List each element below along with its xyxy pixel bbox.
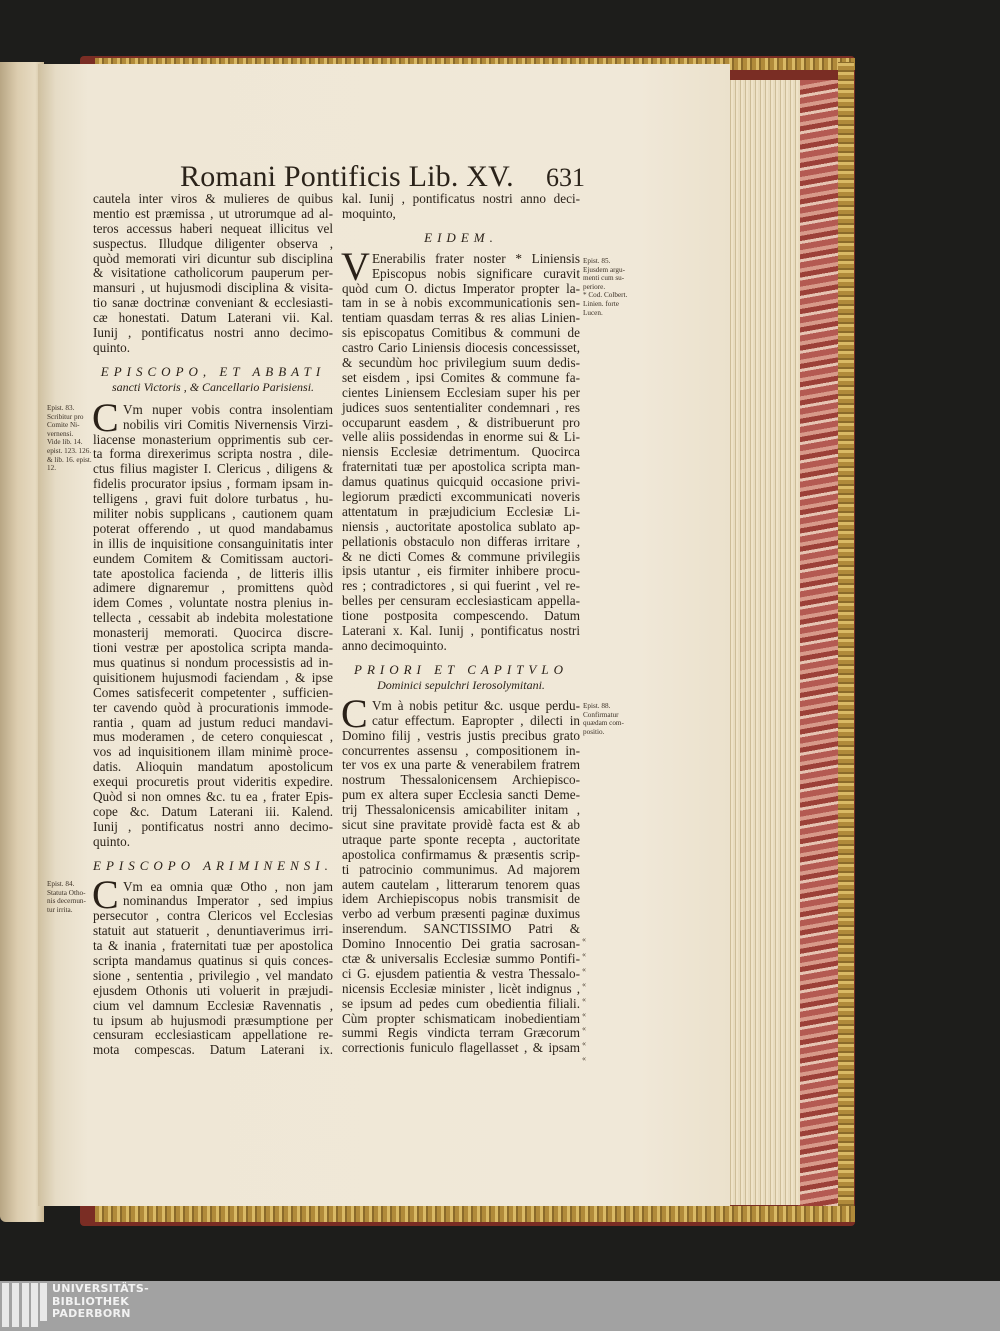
- text-line: «: [582, 1039, 586, 1049]
- text-line: Domino filij , vestris justis precibus grato: [342, 727, 580, 743]
- text-line: ctus filius magister I. Clericus , diligens &: [93, 461, 333, 477]
- library-footer: [0, 1281, 1000, 1331]
- paragraph: [342, 192, 580, 222]
- text-line: nis decernun-: [47, 897, 86, 906]
- text-line: sis episcopatus Comitibus & communi de: [342, 325, 580, 341]
- text-line: occuparunt easdem , & distribuerunt pro: [342, 414, 580, 430]
- text-line: telligens , gravi fuit dolore turbatus , hu-: [93, 491, 333, 507]
- text-line: utraque parte sponte recepta , auctoritate: [342, 831, 580, 847]
- text-line: datis. Alioquin mandatum apostolicum: [93, 759, 333, 775]
- text-line: mus quatinus si nondum processistis ad in-: [93, 654, 333, 670]
- logo-bar: [12, 1283, 19, 1327]
- margin-note-epist-83: [47, 404, 92, 473]
- drop-cap: C: [341, 690, 368, 736]
- text-line: Vm ea omnia quæ Otho , non jam: [123, 878, 333, 894]
- text-line: nostrum Thessalonicensem Archiepisco-: [342, 772, 580, 788]
- text-line: Ejusdem argu-: [583, 265, 625, 274]
- section-heading: EPISCOPO, ET ABBATI: [100, 363, 326, 379]
- text-line: Comes satisfecerit competenter , sufficien-: [93, 684, 333, 700]
- text-line: mansuri , ut hujusmodi disciplina & visita-: [93, 280, 333, 296]
- text-line: vernensi.: [47, 429, 74, 438]
- paragraph: [341, 243, 580, 654]
- text-line: quinto.: [93, 833, 130, 849]
- paragraph: [92, 871, 333, 1059]
- text-line: niensis , auctoritate apostolica sublato ap-: [342, 518, 580, 534]
- text-line: tur irrita.: [47, 905, 73, 914]
- text-line: tentiam quasdam terras & res alias Linien-: [342, 310, 580, 326]
- logo-bar: [22, 1283, 29, 1327]
- text-line: Lucen.: [583, 308, 603, 317]
- margin-note-epist-88: [583, 702, 624, 736]
- section-subheading: sancti Victoris , & Cancellario Parisiensi.: [111, 379, 315, 394]
- text-line: castro Cario Liniensis diocesis concessisset,: [342, 340, 580, 356]
- text-line: ta & inania , fraternitati tuæ per apostolica: [93, 938, 333, 954]
- text-line: catur effectum. Eapropter , dilecti in: [372, 712, 580, 728]
- text-line: monasterij memorati. Quocirca discre-: [93, 625, 333, 641]
- text-line: quædam com-: [583, 719, 624, 728]
- text-line: «: [582, 964, 586, 974]
- text-line: belles per censuram ecclesiasticam appella-: [342, 593, 580, 609]
- paragraph: [93, 192, 333, 356]
- text-line: Episcopus nobis significare curavit: [372, 265, 580, 281]
- text-line: & visitatione catholicorum pauperum per-: [93, 265, 333, 281]
- text-line: nicensis Ecclesiæ minister , licèt indignus ,: [342, 980, 580, 996]
- text-line: «: [582, 949, 586, 959]
- text-line: rantia , quam ad justum reduci mandavi-: [93, 714, 333, 730]
- paragraph-block: [341, 243, 580, 654]
- text-line: set eisdem , ipsi Comites & commune fa-: [342, 369, 580, 385]
- text-line: «: [582, 1024, 586, 1034]
- text-line: «: [582, 1009, 586, 1019]
- text-line: kal. Iunij , pontificatus nostri anno deci-: [342, 191, 580, 206]
- paragraph-block: [92, 871, 333, 1059]
- margin-note-epist-84: [47, 880, 86, 914]
- text-line: «: [582, 994, 586, 1004]
- text-line: ci G. ejusdem patientia & vestra Thessalo-: [342, 965, 580, 981]
- text-line: «: [582, 935, 586, 944]
- page-block-edges: [728, 80, 800, 1205]
- left-column: [93, 192, 333, 1058]
- text-line: persecutor , contra Clericos vel Ecclesias: [93, 908, 333, 924]
- text-line: ctæ & universalis Ecclesiæ summo Pontifi-: [342, 950, 580, 966]
- logo-bar: [2, 1283, 9, 1327]
- text-line: tellecta , cessabit ab indebita molestatione: [93, 610, 333, 626]
- text-line: Vm nuper vobis contra insolentiam: [123, 401, 333, 417]
- text-line: cientes Liniensem Ecclesiam super his per: [342, 384, 580, 400]
- marbled-endpaper: [798, 80, 838, 1210]
- logo-bar: [40, 1283, 47, 1321]
- text-line: Confirmatur: [583, 710, 619, 719]
- text-line: menti cum su-: [583, 274, 625, 283]
- paragraph-block: [92, 394, 333, 850]
- text-line: moquinto,: [342, 205, 396, 221]
- text-line: legiorum prædicti excommunicati noveris: [342, 489, 580, 505]
- text-line: Cùm propter schismaticam inobedientiam: [342, 1010, 580, 1026]
- text-line: Vm à nobis petitur &c. usque perdu-: [372, 697, 580, 713]
- text-line: Linien. forte: [583, 299, 619, 308]
- text-line: ter vos ex una parte & venerabilem fratrem: [342, 757, 580, 773]
- library-logo: [52, 1283, 149, 1321]
- text-line: tioni vestræ per apostolica scripta manda-: [93, 640, 333, 656]
- text-line: suspectus. Illudque diligenter observa ,: [93, 235, 333, 251]
- text-line: scripta mandamus quatinus si quis conces-: [93, 952, 333, 968]
- section-heading: EPISCOPO ARIMINENSI.: [93, 857, 333, 873]
- text-line: Statuta Otho-: [47, 888, 86, 897]
- text-line: res ; contradictores , si qui fuerint , vel re-: [342, 578, 580, 594]
- text-line: Scribitur pro: [47, 412, 84, 421]
- text-line: 12.: [47, 464, 56, 473]
- text-line: & secundùm hoc privilegium suum dedis-: [342, 355, 580, 371]
- text-line: fidelis procurator ipsius , formam ipsam in-: [93, 476, 333, 492]
- text-line: pum ex altera super Ecclesia sancti Deme-: [342, 787, 580, 803]
- text-line: cium vel damnum Ecclesiæ Ravennatis ,: [93, 997, 333, 1013]
- section-heading: PRIORI ET CAPITVLO: [354, 661, 568, 677]
- drop-cap: C: [92, 394, 119, 440]
- text-line: Iunij , pontificatus nostri anno decimo-: [93, 818, 333, 834]
- text-line: verbo ad verbum præsenti paginæ duximus: [342, 906, 580, 922]
- text-line: ejusdem Othonis uti voluerit in præjudi-: [93, 982, 333, 998]
- text-line: tate apostolica facienda , de litteris illis: [93, 565, 333, 581]
- text-line: idem Archiepiscopus nobis transmisit de: [342, 891, 580, 907]
- text-line: judices suos sententialiter condemnari , res: [342, 399, 580, 415]
- text-line: PADERBORN: [52, 1307, 131, 1320]
- paragraph-block: [341, 690, 580, 1056]
- right-column: [342, 192, 580, 1056]
- text-line: mentio est præmissa , ut utrorumque ad al-: [93, 205, 333, 221]
- text-line: Enerabilis frater noster * Liniensis: [372, 250, 580, 266]
- section-heading: EIDEM.: [424, 229, 498, 245]
- drop-cap: V: [341, 243, 370, 289]
- text-line: correctionis funiculo flagellasset , & ipsam: [342, 1040, 580, 1056]
- section-subheading: Dominici sepulchri Ierosolymitani.: [377, 677, 545, 692]
- text-line: damus quatinus quicquid occasione privi-: [342, 474, 580, 490]
- text-line: * Cod. Colbert.: [583, 291, 628, 300]
- paragraph: [92, 394, 333, 850]
- text-line: Domino Innocentio Dei gratia sacrosan-: [342, 936, 580, 952]
- text-line: poterat offerendo , ut quod mandabamus: [93, 520, 333, 536]
- text-line: Epist. 88.: [583, 702, 611, 710]
- text-line: sione , sententia , privilegio , vel mandato: [93, 967, 333, 983]
- text-line: cautela inter viros & mulieres de quibus: [93, 191, 333, 206]
- text-line: summi Regis vindicta terram Græcorum: [342, 1025, 580, 1041]
- text-line: militer nobis supplicans , cautionem quam: [93, 506, 333, 522]
- text-line: ter cavendo quòd à procurationis immode-: [93, 699, 333, 715]
- text-line: cæ honestati. Datum Laterani vii. Kal.: [93, 310, 333, 326]
- text-line: «: [582, 1054, 586, 1064]
- text-line: «: [582, 979, 586, 989]
- text-line: tam in se à nobis excommunicationis sen-: [342, 295, 580, 311]
- text-line: ti patrocinio communimus. Ad majorem: [342, 861, 580, 877]
- text-line: autem cautelam , litterarum tenorem quas: [342, 876, 580, 892]
- drop-cap: C: [92, 871, 119, 917]
- text-line: Epist. 83.: [47, 404, 75, 412]
- text-line: attentatum in præjudicium Ecclesiæ Li-: [342, 503, 580, 519]
- text-line: statuit aut statuerit , denuntiaverimus irri-: [93, 923, 333, 939]
- text-line: idem Comes , voluntate nostra plenius in-: [93, 595, 333, 611]
- paragraph: [341, 690, 580, 1056]
- text-line: quinto.: [93, 339, 130, 355]
- logo-bar: [31, 1283, 38, 1327]
- text-line: quòd memorati viri dicuntur sub disciplina: [93, 250, 333, 266]
- text-line: positio.: [583, 727, 605, 736]
- text-line: BIBLIOTHEK: [52, 1294, 130, 1308]
- text-line: trij Thessalonicensis amicabiliter initam ,: [342, 802, 580, 818]
- text-line: vos ad inquisitionem illam minimè proce-: [93, 744, 333, 760]
- text-line: niensis Ecclesiæ detrimentum. Quocirca: [342, 444, 580, 460]
- running-head: Romani Pontificis Lib. XV.: [180, 160, 514, 193]
- text-line: apostolica confirmamus & præsentis scrip-: [342, 846, 580, 862]
- text-line: ta forma direxerimus scripta nostra , dile-: [93, 446, 333, 462]
- margin-note-epist-85: [583, 257, 627, 317]
- quotation-marks-margin: [582, 933, 586, 1067]
- text-line: cope &c. Datum Laterani iii. Kalend.: [93, 803, 333, 819]
- text-line: tu ipsum ab hujusmodi præsumptione per: [93, 1012, 333, 1028]
- text-line: teros accessus haberi nequeat illicitus vel: [93, 220, 333, 236]
- text-line: ipsis utantur , eis firmiter inhibere procu-: [342, 563, 580, 579]
- text-line: Epist. 85.: [583, 257, 611, 265]
- text-line: periore.: [583, 282, 606, 291]
- text-line: in illis de inquisitione consanguinitatis inter: [93, 535, 333, 551]
- text-line: mus moderamen , de cetero conquiescat ,: [93, 729, 333, 745]
- text-line: eundem Comitem & Comitissam auctori-: [93, 550, 333, 566]
- text-line: pellationis obstaculo non differas irritare ,: [342, 533, 580, 549]
- gilt-border-right: [838, 62, 854, 1222]
- text-line: adimere dignaremur , promittens quòd: [93, 580, 333, 596]
- gilt-border-bottom: [95, 1206, 855, 1222]
- text-line: concurrentes assensu , compositionem in-: [342, 742, 580, 758]
- text-line: exequi procuretis prout videritis expedire.: [93, 774, 333, 790]
- text-line: fraternitati tuæ per apostolica scripta man-: [342, 459, 580, 475]
- text-line: nominandus Imperator , sed impius: [123, 893, 333, 909]
- text-line: velle aliis possidendas in enorme sui & Li-: [342, 429, 580, 445]
- text-line: Quòd si non omnes &c. tu ea , frater Epis-: [93, 788, 333, 804]
- text-line: quisitionem hujusmodi faciendam , & ipse: [93, 669, 333, 685]
- text-line: sicut sine pravitate providè facta est & ab: [342, 816, 580, 832]
- text-line: nobilis viri Comitis Nivernensis Virzi-: [123, 416, 333, 432]
- text-line: tio sanæ doctrinæ conveniant & ecclesiasti-: [93, 295, 333, 311]
- text-line: mota compescas. Datum Laterani ix.: [93, 1042, 333, 1058]
- text-line: & lib. 16. epist.: [47, 455, 92, 464]
- text-line: liacense monasterium opprimentis sub cer-: [93, 431, 333, 447]
- text-line: epist. 123. 126.: [47, 446, 92, 455]
- page-number: 631: [546, 163, 585, 192]
- text-line: Laterani x. Kal. Iunij , pontificatus nostri: [342, 623, 580, 639]
- text-line: se ipsum ad pedes cum obedientia filiali.: [342, 995, 580, 1011]
- text-line: & ne dicti Comes & commune privilegiis: [342, 548, 580, 564]
- text-line: quòd cum O. dictus Imperator propter la-: [342, 280, 580, 296]
- text-line: censuram ecclesiasticam appellatione re-: [93, 1027, 333, 1043]
- text-line: tione postposita compescendo. Datum: [342, 608, 580, 624]
- text-line: anno decimoquinto.: [342, 637, 447, 653]
- text-line: Iunij , pontificatus nostri anno decimo-: [93, 325, 333, 341]
- text-line: Comite Ni-: [47, 421, 80, 430]
- text-line: inserendum. SANCTISSIMO Patri &: [342, 921, 580, 937]
- text-line: UNIVERSITÄTS-: [52, 1282, 149, 1295]
- text-line: Vide lib. 14.: [47, 438, 83, 447]
- text-line: Epist. 84.: [47, 880, 75, 888]
